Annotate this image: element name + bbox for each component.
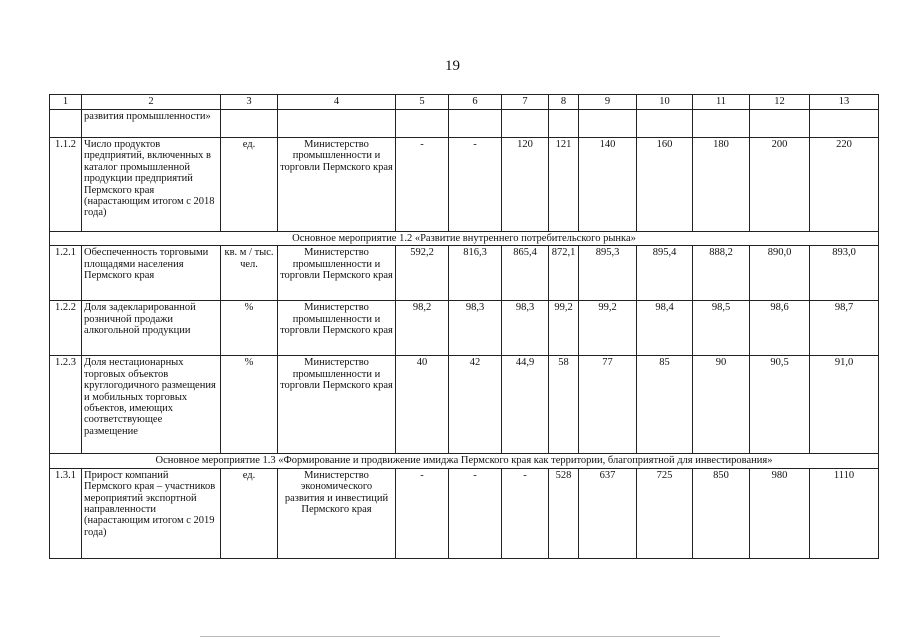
section-header-row: [50, 454, 879, 468]
indicator-value: [502, 110, 549, 138]
indicator-value: 58: [549, 356, 579, 454]
indicator-value: 895,3: [579, 246, 637, 301]
responsible-body: Министерство промышленности и торговли Пермского края: [278, 356, 396, 454]
row-number: [50, 110, 82, 138]
column-number-row: [50, 95, 879, 110]
indicator-value: 816,3: [449, 246, 502, 301]
indicator-value: 850: [693, 468, 750, 558]
indicator-value: 42: [449, 356, 502, 454]
indicator-name: Обеспеченность торговыми площадями населения Пермского края: [82, 246, 221, 301]
indicator-value: 121: [549, 138, 579, 232]
table-row: [50, 356, 879, 454]
indicator-value: [396, 110, 449, 138]
indicator-value: 220: [810, 138, 879, 232]
row-number: 1.2.3: [50, 356, 82, 454]
column-number: 3: [221, 95, 278, 110]
indicator-value: 637: [579, 468, 637, 558]
indicator-value: 98,2: [396, 301, 449, 356]
column-number: 7: [502, 95, 549, 110]
table-row: [50, 468, 879, 558]
indicator-value: -: [396, 138, 449, 232]
responsible-body: Министерство экономического развития и инвестиций Пермского края: [278, 468, 396, 558]
indicator-value: 99,2: [579, 301, 637, 356]
indicator-value: 528: [549, 468, 579, 558]
indicator-value: -: [449, 138, 502, 232]
indicator-value: [449, 110, 502, 138]
column-number: 2: [82, 95, 221, 110]
row-number: 1.2.2: [50, 301, 82, 356]
column-number: 11: [693, 95, 750, 110]
indicator-value: -: [396, 468, 449, 558]
responsible-body: Министерство промышленности и торговли Пермского края: [278, 138, 396, 232]
indicator-value: 98,7: [810, 301, 879, 356]
indicator-value: 893,0: [810, 246, 879, 301]
unit-of-measure: [221, 110, 278, 138]
column-number: 1: [50, 95, 82, 110]
row-number: 1.3.1: [50, 468, 82, 558]
indicator-value: 592,2: [396, 246, 449, 301]
column-number: 10: [637, 95, 693, 110]
column-number: 12: [750, 95, 810, 110]
unit-of-measure: кв. м / тыс. чел.: [221, 246, 278, 301]
indicator-value: 725: [637, 468, 693, 558]
indicator-value: 40: [396, 356, 449, 454]
indicator-value: 85: [637, 356, 693, 454]
indicator-name: развития промышленности»: [82, 110, 221, 138]
unit-of-measure: ед.: [221, 138, 278, 232]
row-number: 1.2.1: [50, 246, 82, 301]
indicator-value: 180: [693, 138, 750, 232]
indicator-value: 90,5: [750, 356, 810, 454]
indicator-value: 98,6: [750, 301, 810, 356]
indicator-value: 98,5: [693, 301, 750, 356]
indicator-value: 77: [579, 356, 637, 454]
page-number: 19: [445, 58, 460, 74]
indicator-name: Доля задекларированной розничной продажи алкогольной продукции: [82, 301, 221, 356]
indicator-value: [693, 110, 750, 138]
indicator-value: 872,1: [549, 246, 579, 301]
table-row: [50, 110, 879, 138]
table-row: [50, 246, 879, 301]
indicator-value: [549, 110, 579, 138]
indicator-value: 44,9: [502, 356, 549, 454]
indicator-value: -: [449, 468, 502, 558]
indicator-value: 98,3: [449, 301, 502, 356]
indicators-table: [49, 94, 879, 559]
column-number: 6: [449, 95, 502, 110]
indicator-value: 888,2: [693, 246, 750, 301]
indicator-value: 1110: [810, 468, 879, 558]
indicator-value: 895,4: [637, 246, 693, 301]
responsible-body: Министерство промышленности и торговли Пермского края: [278, 301, 396, 356]
table-row: [50, 138, 879, 232]
indicator-value: [750, 110, 810, 138]
unit-of-measure: ед.: [221, 468, 278, 558]
indicator-name: Прирост компаний Пермского края – участников мероприятий экспортной направленности (нарастающим итогом с 2019 года): [82, 468, 221, 558]
indicator-value: 99,2: [549, 301, 579, 356]
unit-of-measure: %: [221, 301, 278, 356]
column-number: 13: [810, 95, 879, 110]
indicator-value: 98,3: [502, 301, 549, 356]
responsible-body: Министерство промышленности и торговли Пермского края: [278, 246, 396, 301]
column-number: 8: [549, 95, 579, 110]
column-number: 4: [278, 95, 396, 110]
indicator-value: [637, 110, 693, 138]
indicator-value: [579, 110, 637, 138]
indicator-value: 120: [502, 138, 549, 232]
indicator-name: Число продуктов предприятий, включенных в каталог промышленной продукции предприятий Пермского края (нарастающим итогом с 2018 года): [82, 138, 221, 232]
section-header-row: [50, 232, 879, 246]
column-number: 9: [579, 95, 637, 110]
indicator-value: [810, 110, 879, 138]
responsible-body: [278, 110, 396, 138]
indicator-value: 91,0: [810, 356, 879, 454]
table-row: [50, 301, 879, 356]
indicator-name: Доля нестационарных торговых объектов круглогодичного размещения и мобильных торговых объектов, имеющих соответствующее размещение: [82, 356, 221, 454]
indicator-value: 980: [750, 468, 810, 558]
indicator-value: 90: [693, 356, 750, 454]
scan-artifact-line: [200, 636, 720, 637]
indicator-value: -: [502, 468, 549, 558]
column-number: 5: [396, 95, 449, 110]
indicator-value: 98,4: [637, 301, 693, 356]
indicator-value: 890,0: [750, 246, 810, 301]
indicator-value: 865,4: [502, 246, 549, 301]
section-title: Основное мероприятие 1.3 «Формирование и продвижение имиджа Пермского края как территории, благоприятной для инвестирования»: [50, 454, 879, 468]
indicator-value: 200: [750, 138, 810, 232]
section-title: Основное мероприятие 1.2 «Развитие внутреннего потребительского рынка»: [50, 232, 879, 246]
unit-of-measure: %: [221, 356, 278, 454]
indicator-value: 140: [579, 138, 637, 232]
row-number: 1.1.2: [50, 138, 82, 232]
indicator-value: 160: [637, 138, 693, 232]
